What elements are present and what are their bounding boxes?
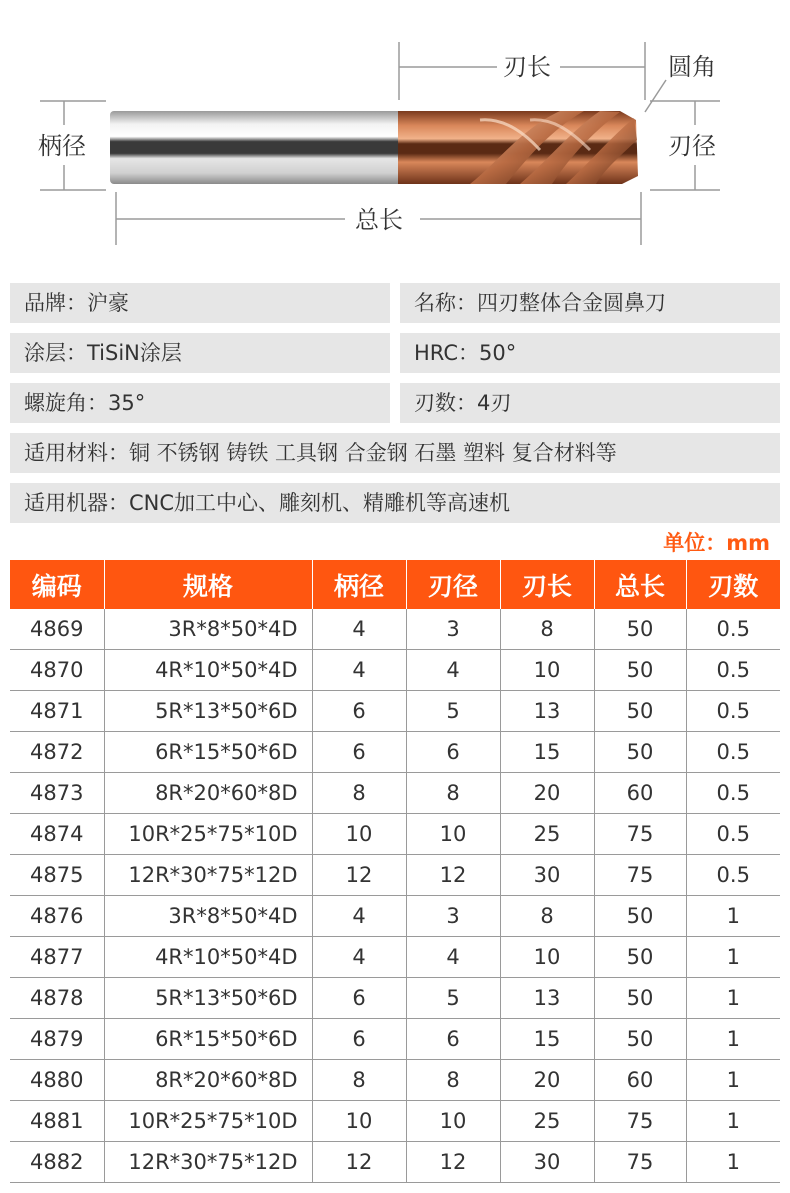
cell-total-length: 75 bbox=[594, 814, 686, 855]
cell-total-length: 50 bbox=[594, 691, 686, 732]
cell-shank-dia: 4 bbox=[312, 609, 406, 650]
cell-blade-length: 30 bbox=[500, 855, 594, 896]
cell-spec: 10R*25*75*10D bbox=[104, 814, 312, 855]
info-machines: 适用机器：CNC加工中心、雕刻机、精雕机等高速机 bbox=[10, 483, 780, 523]
header-shank-dia: 柄径 bbox=[312, 560, 406, 609]
cell-blade-dia: 5 bbox=[406, 691, 500, 732]
header-blade-length: 刃长 bbox=[500, 560, 594, 609]
cell-code: 4878 bbox=[10, 978, 104, 1019]
cell-corner-radius: 0.5 bbox=[686, 773, 780, 814]
cell-blade-length: 8 bbox=[500, 896, 594, 937]
label-shank-diameter: 柄径 bbox=[38, 132, 86, 160]
table-body bbox=[10, 609, 780, 1183]
cell-blade-dia: 6 bbox=[406, 1019, 500, 1060]
table-row bbox=[10, 609, 780, 650]
header-spec: 规格 bbox=[104, 560, 312, 609]
cell-blade-dia: 12 bbox=[406, 855, 500, 896]
table-row bbox=[10, 814, 780, 855]
cell-code: 4876 bbox=[10, 896, 104, 937]
cell-shank-dia: 10 bbox=[312, 814, 406, 855]
cell-spec: 3R*8*50*4D bbox=[104, 896, 312, 937]
cell-total-length: 50 bbox=[594, 1019, 686, 1060]
cell-code: 4870 bbox=[10, 650, 104, 691]
coated-neck bbox=[398, 111, 468, 184]
cell-code: 4874 bbox=[10, 814, 104, 855]
cell-total-length: 50 bbox=[594, 732, 686, 773]
cell-blade-length: 15 bbox=[500, 1019, 594, 1060]
cell-shank-dia: 6 bbox=[312, 978, 406, 1019]
cell-total-length: 50 bbox=[594, 650, 686, 691]
cell-blade-dia: 5 bbox=[406, 978, 500, 1019]
cell-spec: 8R*20*60*8D bbox=[104, 1060, 312, 1101]
cell-spec: 6R*15*50*6D bbox=[104, 1019, 312, 1060]
flute-section bbox=[468, 111, 638, 184]
cell-total-length: 75 bbox=[594, 1142, 686, 1183]
cell-blade-dia: 3 bbox=[406, 609, 500, 650]
cell-blade-length: 25 bbox=[500, 814, 594, 855]
cell-code: 4877 bbox=[10, 937, 104, 978]
cell-corner-radius: 0.5 bbox=[686, 814, 780, 855]
cell-shank-dia: 12 bbox=[312, 855, 406, 896]
table-row bbox=[10, 896, 780, 937]
cell-corner-radius: 0.5 bbox=[686, 855, 780, 896]
cell-total-length: 75 bbox=[594, 855, 686, 896]
cell-blade-length: 13 bbox=[500, 691, 594, 732]
cell-corner-radius: 1 bbox=[686, 1142, 780, 1183]
cell-spec: 8R*20*60*8D bbox=[104, 773, 312, 814]
cell-code: 4879 bbox=[10, 1019, 104, 1060]
cell-code: 4882 bbox=[10, 1142, 104, 1183]
cell-blade-dia: 8 bbox=[406, 773, 500, 814]
cell-code: 4872 bbox=[10, 732, 104, 773]
header-corner-radius: 刃数 bbox=[686, 560, 780, 609]
cell-shank-dia: 6 bbox=[312, 732, 406, 773]
table-header-row bbox=[10, 560, 780, 609]
unit-label: 单位：mm bbox=[663, 531, 770, 555]
cell-blade-length: 25 bbox=[500, 1101, 594, 1142]
cell-blade-length: 20 bbox=[500, 1060, 594, 1101]
cell-corner-radius: 1 bbox=[686, 1101, 780, 1142]
header-blade-dia: 刃径 bbox=[406, 560, 500, 609]
cell-total-length: 60 bbox=[594, 1060, 686, 1101]
table-row bbox=[10, 1101, 780, 1142]
cell-code: 4871 bbox=[10, 691, 104, 732]
shank bbox=[110, 111, 402, 184]
cell-spec: 10R*25*75*10D bbox=[104, 1101, 312, 1142]
cell-spec: 12R*30*75*12D bbox=[104, 1142, 312, 1183]
info-brand: 品牌：沪豪 bbox=[10, 283, 390, 323]
cell-blade-dia: 10 bbox=[406, 814, 500, 855]
cell-blade-length: 15 bbox=[500, 732, 594, 773]
table-row bbox=[10, 1019, 780, 1060]
cell-total-length: 75 bbox=[594, 1101, 686, 1142]
cell-spec: 4R*10*50*4D bbox=[104, 650, 312, 691]
cell-blade-dia: 4 bbox=[406, 937, 500, 978]
cell-code: 4881 bbox=[10, 1101, 104, 1142]
info-materials: 适用材料：铜 不锈钢 铸铁 工具钢 合金钢 石墨 塑料 复合材料等 bbox=[10, 433, 780, 473]
table-row bbox=[10, 773, 780, 814]
cell-total-length: 50 bbox=[594, 978, 686, 1019]
label-corner-radius: 圆角 bbox=[668, 53, 716, 81]
cell-spec: 5R*13*50*6D bbox=[104, 691, 312, 732]
cell-spec: 5R*13*50*6D bbox=[104, 978, 312, 1019]
label-blade-length: 刃长 bbox=[503, 53, 551, 81]
cell-shank-dia: 6 bbox=[312, 1019, 406, 1060]
cell-corner-radius: 0.5 bbox=[686, 609, 780, 650]
cell-blade-length: 8 bbox=[500, 609, 594, 650]
spec-table bbox=[10, 560, 780, 1183]
label-total-length: 总长 bbox=[355, 206, 403, 234]
cell-blade-dia: 6 bbox=[406, 732, 500, 773]
cell-code: 4880 bbox=[10, 1060, 104, 1101]
table-row bbox=[10, 855, 780, 896]
cell-corner-radius: 1 bbox=[686, 1060, 780, 1101]
cell-blade-dia: 3 bbox=[406, 896, 500, 937]
end-mill-diagram bbox=[0, 0, 790, 270]
cell-blade-length: 10 bbox=[500, 650, 594, 691]
cell-shank-dia: 6 bbox=[312, 691, 406, 732]
cell-blade-length: 20 bbox=[500, 773, 594, 814]
cell-blade-length: 30 bbox=[500, 1142, 594, 1183]
cell-corner-radius: 0.5 bbox=[686, 650, 780, 691]
cell-code: 4875 bbox=[10, 855, 104, 896]
cell-shank-dia: 4 bbox=[312, 937, 406, 978]
info-helix-angle: 螺旋角：35° bbox=[10, 383, 390, 423]
cell-shank-dia: 10 bbox=[312, 1101, 406, 1142]
header-code: 编码 bbox=[10, 560, 104, 609]
cell-blade-dia: 12 bbox=[406, 1142, 500, 1183]
info-product-name: 名称：四刃整体合金圆鼻刀 bbox=[400, 283, 780, 323]
cell-corner-radius: 1 bbox=[686, 978, 780, 1019]
cell-spec: 3R*8*50*4D bbox=[104, 609, 312, 650]
cell-shank-dia: 4 bbox=[312, 650, 406, 691]
table-row bbox=[10, 732, 780, 773]
cell-shank-dia: 8 bbox=[312, 1060, 406, 1101]
cell-corner-radius: 1 bbox=[686, 896, 780, 937]
cell-total-length: 60 bbox=[594, 773, 686, 814]
cell-spec: 6R*15*50*6D bbox=[104, 732, 312, 773]
cell-blade-dia: 10 bbox=[406, 1101, 500, 1142]
info-coating: 涂层：TiSiN涂层 bbox=[10, 333, 390, 373]
cell-shank-dia: 4 bbox=[312, 896, 406, 937]
table-row bbox=[10, 650, 780, 691]
cell-corner-radius: 1 bbox=[686, 937, 780, 978]
cell-shank-dia: 8 bbox=[312, 773, 406, 814]
cell-corner-radius: 0.5 bbox=[686, 691, 780, 732]
table-row bbox=[10, 1060, 780, 1101]
cell-total-length: 50 bbox=[594, 896, 686, 937]
cell-blade-length: 13 bbox=[500, 978, 594, 1019]
info-flute-count: 刃数：4刃 bbox=[400, 383, 780, 423]
cell-blade-length: 10 bbox=[500, 937, 594, 978]
table-row bbox=[10, 978, 780, 1019]
header-total-length: 总长 bbox=[594, 560, 686, 609]
cell-code: 4869 bbox=[10, 609, 104, 650]
table-row bbox=[10, 1142, 780, 1183]
table-row bbox=[10, 691, 780, 732]
cell-code: 4873 bbox=[10, 773, 104, 814]
cell-blade-dia: 4 bbox=[406, 650, 500, 691]
cell-corner-radius: 0.5 bbox=[686, 732, 780, 773]
cell-total-length: 50 bbox=[594, 609, 686, 650]
cell-spec: 12R*30*75*12D bbox=[104, 855, 312, 896]
label-blade-diameter: 刃径 bbox=[668, 132, 716, 160]
cell-blade-dia: 8 bbox=[406, 1060, 500, 1101]
table-row bbox=[10, 937, 780, 978]
cell-corner-radius: 1 bbox=[686, 1019, 780, 1060]
cell-shank-dia: 12 bbox=[312, 1142, 406, 1183]
info-hrc: HRC：50° bbox=[400, 333, 780, 373]
cell-total-length: 50 bbox=[594, 937, 686, 978]
cell-spec: 4R*10*50*4D bbox=[104, 937, 312, 978]
